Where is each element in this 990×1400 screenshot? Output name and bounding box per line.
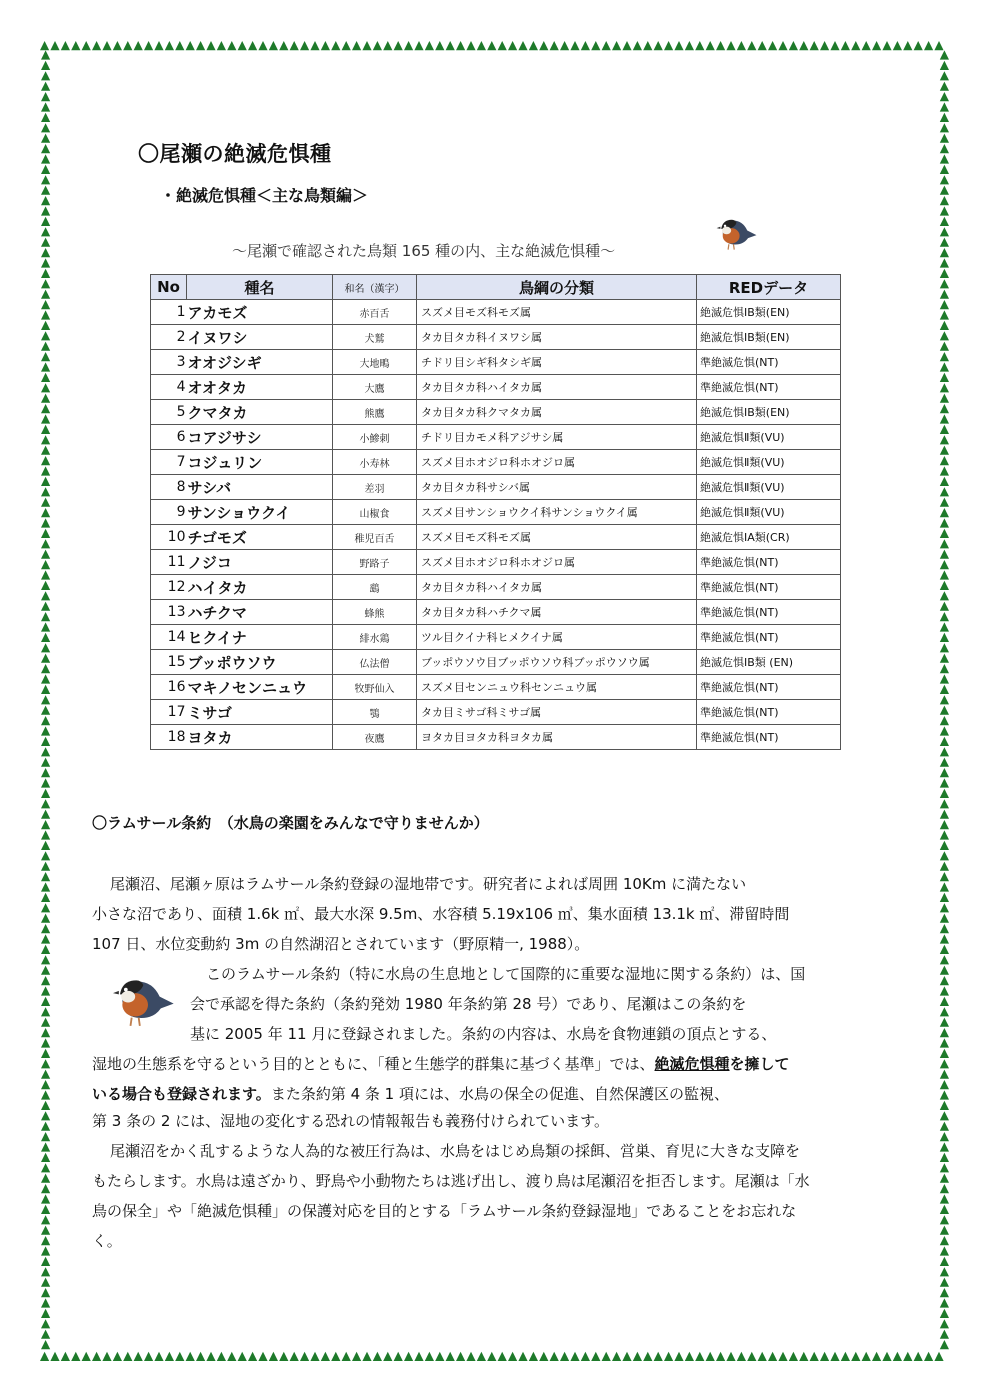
row-kanji: 緋水鶏 [333,625,417,650]
row-classification: チドリ目シギ科タシギ属 [417,350,697,375]
page-title: 〇尾瀬の絶滅危惧種 [138,142,332,166]
row-red-status: 絶滅危惧Ⅱ類(VU) [697,475,841,500]
table-row [151,475,841,500]
p1-line-1: 尾瀬沼、尾瀬ヶ原はラムサール条約登録の湿地帯です。研究者によれば周囲 10Km に満たない [110,875,747,893]
row-name: ノジコ [187,550,333,575]
row-kanji: 熊鷹 [333,400,417,425]
table-row [151,450,841,475]
row-red-status: 準絶滅危惧(NT) [697,550,841,575]
table-header-row [151,275,841,300]
table-row [151,325,841,350]
row-no: 14 [151,625,187,650]
row-no: 1 [151,300,187,325]
p1-line-3: 107 日、水位変動約 3m の自然湖沼とされています（野原精一, 1988）。 [92,935,590,953]
row-name: オオジシギ [187,350,333,375]
bird-illustration-icon [712,212,758,252]
row-name: コアジサシ [187,425,333,450]
ramsar-heading: 〇ラムサール条約 （水鳥の楽園をみんなで守りませんか） [92,814,489,832]
row-name: マキノセンニュウ [187,675,333,700]
table-row [151,350,841,375]
row-red-status: 準絶滅危惧(NT) [697,350,841,375]
row-name: ヨタカ [187,725,333,750]
row-name: サンショウクイ [187,500,333,525]
bird-illustration-icon [106,968,176,1030]
row-classification: タカ目タカ科ハチクマ属 [417,600,697,625]
table-row [151,600,841,625]
row-kanji: 野路子 [333,550,417,575]
row-classification: スズメ目モズ科モズ属 [417,525,697,550]
row-name: イヌワシ [187,325,333,350]
row-no: 7 [151,450,187,475]
row-red-status: 準絶滅危惧(NT) [697,675,841,700]
row-no: 5 [151,400,187,425]
row-red-status: 準絶滅危惧(NT) [697,600,841,625]
row-classification: スズメ目センニュウ科センニュウ属 [417,675,697,700]
header-name: 種名 [187,275,333,300]
row-red-status: 絶滅危惧IB類 (EN) [697,650,841,675]
row-no: 12 [151,575,187,600]
row-name: クマタカ [187,400,333,425]
row-kanji: 小鯵刺 [333,425,417,450]
p2-line-5 [92,1083,729,1105]
row-red-status: 準絶滅危惧(NT) [697,625,841,650]
row-no: 2 [151,325,187,350]
table-row [151,525,841,550]
row-red-status: 準絶滅危惧(NT) [697,375,841,400]
row-classification: ブッポウソウ目ブッポウソウ科ブッポウソウ属 [417,650,697,675]
row-no: 10 [151,525,187,550]
row-kanji: 小寿林 [333,450,417,475]
row-red-status: 絶滅危惧ⅠB類(EN) [697,300,841,325]
row-kanji: 犬鷲 [333,325,417,350]
row-red-status: 絶滅危惧ⅠA類(CR) [697,525,841,550]
p3-line-4: く。 [92,1232,122,1250]
row-classification: スズメ目サンショウクイ科サンショウクイ属 [417,500,697,525]
row-classification: ツル目クイナ科ヒメクイナ属 [417,625,697,650]
table-row [151,375,841,400]
header-classification: 鳥綱の分類 [417,275,697,300]
row-no: 16 [151,675,187,700]
row-name: ブッポウソウ [187,650,333,675]
row-kanji: 蜂熊 [333,600,417,625]
table-row [151,400,841,425]
p2-line-3: 基に 2005 年 11 月に登録されました。条約の内容は、水鳥を食物連鎖の頂点とする、 [190,1025,777,1043]
row-classification: タカ目タカ科クマタカ属 [417,400,697,425]
row-red-status: 絶滅危惧Ⅱ類(VU) [697,450,841,475]
p3-line-1: 尾瀬沼をかく乱するような人為的な被圧行為は、水鳥をはじめ鳥類の採餌、営巣、育児に大きな支障を [110,1142,801,1160]
p2-line-4-emphasis: 絶滅危惧種 [654,1055,730,1073]
row-classification: タカ目タカ科ハイタカ属 [417,375,697,400]
row-classification: タカ目タカ科イヌワシ属 [417,325,697,350]
p2-line-4 [92,1053,790,1075]
p2-line-5-bold: いる場合も登録されます。 [92,1085,271,1103]
row-kanji: 大鷹 [333,375,417,400]
row-classification: ヨタカ目ヨタカ科ヨタカ属 [417,725,697,750]
row-no: 17 [151,700,187,725]
row-no: 9 [151,500,187,525]
header-no: No [151,275,187,300]
table-row [151,625,841,650]
endangered-birds-table [150,274,841,750]
row-kanji: 夜鷹 [333,725,417,750]
row-kanji: 牧野仙入 [333,675,417,700]
row-name: ハイタカ [187,575,333,600]
row-no: 18 [151,725,187,750]
row-no: 4 [151,375,187,400]
table-row [151,650,841,675]
row-classification: スズメ目モズ科モズ属 [417,300,697,325]
row-name: ミサゴ [187,700,333,725]
row-no: 11 [151,550,187,575]
table-caption: ～尾瀬で確認された鳥類 165 種の内、主な絶滅危惧種～ [232,242,616,260]
row-name: オオタカ [187,375,333,400]
row-classification: タカ目タカ科サシバ属 [417,475,697,500]
row-name: サシバ [187,475,333,500]
p1-line-2: 小さな沼であり、面積 1.6k ㎡、最大水深 9.5m、水容積 5.19x106 ㎥、集水面積 13.1k ㎡、滞留時間 [92,905,790,923]
row-name: コジュリン [187,450,333,475]
table-row [151,300,841,325]
row-name: ヒクイナ [187,625,333,650]
row-kanji: 稚児百舌 [333,525,417,550]
row-kanji: 山椒食 [333,500,417,525]
table-row [151,550,841,575]
table-row [151,725,841,750]
table-row [151,675,841,700]
row-kanji: 大地鴫 [333,350,417,375]
row-classification: タカ目タカ科ハイタカ属 [417,575,697,600]
row-name: アカモズ [187,300,333,325]
row-kanji: 赤百舌 [333,300,417,325]
row-no: 6 [151,425,187,450]
p3-line-2: もたらします。水鳥は遠ざかり、野鳥や小動物たちは逃げ出し、渡り鳥は尾瀬沼を拒否します。尾瀬は「水 [92,1172,810,1190]
row-classification: スズメ目ホオジロ科ホオジロ属 [417,450,697,475]
row-name: チゴモズ [187,525,333,550]
p2-line-5-text: また条約第 4 条 1 項には、水鳥の保全の促進、自然保護区の監視、 [270,1085,729,1103]
p2-line-2: 会で承認を得た条約（条約発効 1980 年条約第 28 号）であり、尾瀬はこの条約を [190,995,747,1013]
table-row [151,425,841,450]
row-red-status: 準絶滅危惧(NT) [697,575,841,600]
p2-line-6: 第 3 条の 2 には、湿地の変化する恐れの情報報告も義務付けられています。 [92,1112,609,1130]
row-red-status: 準絶滅危惧(NT) [697,700,841,725]
row-classification: タカ目ミサゴ科ミサゴ属 [417,700,697,725]
row-kanji: 鶚 [333,700,417,725]
header-red: REDデータ [697,275,841,300]
table-row [151,500,841,525]
row-red-status: 絶滅危惧ⅠB類(EN) [697,400,841,425]
row-kanji: 差羽 [333,475,417,500]
header-kanji: 和名（漢字） [333,275,417,300]
row-name: ハチクマ [187,600,333,625]
row-classification: スズメ目ホオジロ科ホオジロ属 [417,550,697,575]
section-subtitle: ・絶滅危惧種＜主な鳥類編＞ [160,186,369,205]
row-classification: チドリ目カモメ科アジサシ属 [417,425,697,450]
row-no: 15 [151,650,187,675]
row-no: 13 [151,600,187,625]
row-kanji: 仏法僧 [333,650,417,675]
row-red-status: 絶滅危惧Ⅱ類(VU) [697,425,841,450]
row-red-status: 絶滅危惧ⅠB類(EN) [697,325,841,350]
row-red-status: 準絶滅危惧(NT) [697,725,841,750]
p2-line-4-bold: を擁して [729,1055,790,1073]
table-row [151,575,841,600]
p2-line-4-text: 湿地の生態系を守るという目的とともに、「種と生態学的群集に基づく基準」では、 [92,1055,655,1073]
p3-line-3: 鳥の保全」や「絶滅危惧種」の保護対応を目的とする「ラムサール条約登録湿地」であることをお忘れな [92,1202,797,1220]
row-no: 8 [151,475,187,500]
row-kanji: 鷂 [333,575,417,600]
row-no: 3 [151,350,187,375]
table-row [151,700,841,725]
row-red-status: 絶滅危惧Ⅱ類(VU) [697,500,841,525]
p2-line-1: このラムサール条約（特に水鳥の生息地として国際的に重要な湿地に関する条約）は、国 [206,965,806,983]
